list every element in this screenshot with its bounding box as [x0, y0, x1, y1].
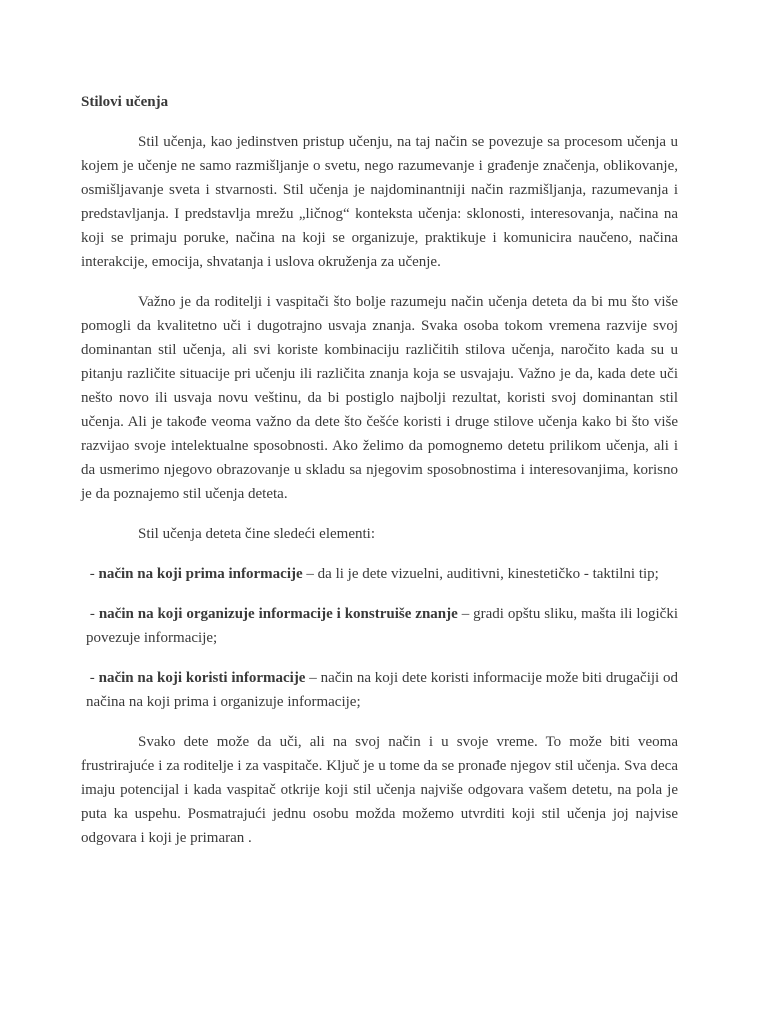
- list-item: [81, 602, 678, 650]
- list-text: – način na koji dete koristi informacije može biti drugačiji od načina na koji prima i organizuje informacije;: [86, 670, 678, 710]
- page-title: Stilovi učenja: [81, 94, 169, 110]
- paragraph-conclusion: Svako dete može da uči, ali na svoj način i u svoje vreme. To može biti veoma frustrirajuće i za roditelje i za vaspitače. Ključ je u tome da se pronađe njegov stil učenja. Sva deca imaju potencijal i kada vaspitač otkrije koji stil učenja najviše odgovara vašem detetu, na pola je puta ka uspehu. Posmatrajući jednu osobu možda možemo utvrditi koji stil učenja joj najvise odgovara i koji je primaran .: [81, 734, 678, 846]
- list-text: – da li je dete vizuelni, auditivni, kinestetičko - taktilni tip;: [302, 566, 659, 582]
- paragraph-elements-intro: Stil učenja deteta čine sledeći elementi:: [138, 526, 375, 542]
- list-term: način na koji organizuje informacije i konstruiše znanje: [98, 606, 458, 622]
- paragraph-intro: Stil učenja, kao jedinstven pristup učenju, na taj način se povezuje sa procesom učenja u kojem je učenje ne samo razmišljanje o svetu, nego razumevanje i građenje značenja, oblikovanje, osmišljavanje sveta i stvarnosti. Stil učenja je najdominantniji način razmišljanja, razumevanja i predstavljanja. I predstavlja mrežu „ličnog“ konteksta učenja: sklonosti, interesovanja, načina na koji se primaju poruke, načina na koji se organizuje, praktikuje i komunicira naučeno, načina interakcije, emocija, shvatanja i uslova okruženja za učenje.: [81, 134, 678, 270]
- list-text: – gradi opštu sliku, mašta ili logički povezuje informacije;: [86, 606, 679, 646]
- list-item: [81, 562, 678, 586]
- list-dash: -: [86, 670, 99, 686]
- list-dash: -: [86, 566, 99, 582]
- document-body: [81, 90, 678, 866]
- list-term: način na koji prima informacije: [98, 566, 303, 582]
- list-item: [81, 666, 678, 714]
- paragraph-parents: Važno je da roditelji i vaspitači što bolje razumeju način učenja deteta da bi mu što više pomogli da kvalitetno uči i dugotrajno usvaja znanja. Svaka osoba tokom vremena razvije svoj dominantan stil učenja, ali svi koriste kombinaciju različitih stilova učenja, naročito kada su u pitanju različite situacije pri učenju ili različita znanja koja se usvajaju. Važno je da, kada dete uči nešto novo ili usvaja novu veštinu, da bi postiglo najbolji rezultat, koristi svoj dominantan stil učenja. Ali je takođe veoma važno da dete što češće koristi i druge stilove učenja kako bi što više razvijao svoje intelektualne sposobnosti. Ako želimo da pomognemo detetu prilikom učenja, ali i da usmerimo njegovo obrazovanje u skladu sa njegovim sposobnostima i interesovanjima, korisno je da poznajemo stil učenja deteta.: [81, 294, 678, 502]
- list-dash: -: [86, 606, 99, 622]
- list-term: način na koji koristi informacije: [98, 670, 306, 686]
